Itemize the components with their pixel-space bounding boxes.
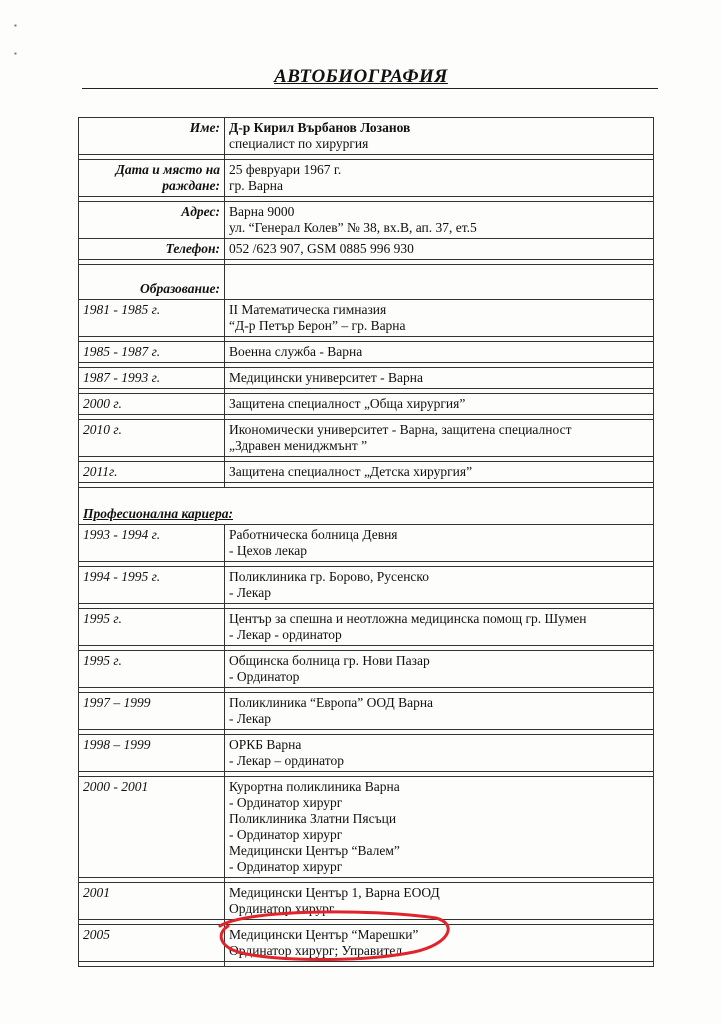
education-description [225, 394, 654, 415]
education-year: 1981 - 1985 г. [79, 300, 225, 337]
birth-cell [225, 160, 654, 197]
education-year: 1985 - 1987 г. [79, 342, 225, 363]
education-description [225, 342, 654, 363]
education-label: Образование: [79, 265, 225, 300]
education-row [79, 462, 654, 483]
career-year: 1994 - 1995 г. [79, 567, 225, 604]
education-line: Военна служба - Варна [229, 344, 363, 359]
address-line-1: Варна 9000 [229, 204, 295, 219]
career-row [79, 651, 654, 688]
name-cell [225, 118, 654, 155]
career-line: - Лекар – ординатор [229, 753, 345, 768]
education-year: 2000 г. [79, 394, 225, 415]
career-row [79, 693, 654, 730]
education-description [225, 420, 654, 457]
career-description [225, 693, 654, 730]
career-line: - Ординатор хирург [229, 827, 343, 842]
career-year: 1998 – 1999 [79, 735, 225, 772]
education-description [225, 462, 654, 483]
career-year: 2005 [79, 925, 225, 962]
margin-marks: ▪ ▪ [14, 21, 17, 58]
career-description [225, 735, 654, 772]
education-row [79, 394, 654, 415]
career-line: - Лекар [229, 711, 272, 726]
career-line: - Ординатор хирург [229, 795, 343, 810]
career-list [79, 525, 654, 967]
career-line: Поликлиника Златни Пясъци [229, 811, 397, 826]
phone-label: Телефон: [79, 239, 225, 260]
education-year: 2011г. [79, 462, 225, 483]
career-row [79, 525, 654, 562]
name-label: Име: [79, 118, 225, 155]
career-label: Професионална кариера: [83, 506, 234, 521]
name-row [79, 118, 654, 155]
career-line: Медицински Център “Марешки” [229, 927, 419, 942]
career-line: Ординатор хирург; Управител [229, 943, 403, 958]
career-line: Център за спешна и неотложна медицинска помощ гр. Шумен [229, 611, 587, 626]
education-row [79, 368, 654, 389]
career-description [225, 567, 654, 604]
education-line: Защитена специалност „Обща хирургия” [229, 396, 466, 411]
education-row [79, 300, 654, 337]
birth-label-line-1: Дата и място на [115, 162, 220, 177]
education-line: Защитена специалност „Детска хирургия” [229, 464, 473, 479]
person-specialty: специалист по хирургия [229, 136, 369, 151]
career-row [79, 609, 654, 646]
education-line: II Математическа гимназия [229, 302, 387, 317]
career-row [79, 777, 654, 878]
career-year: 1997 – 1999 [79, 693, 225, 730]
career-line: - Лекар - ординатор [229, 627, 342, 642]
birth-date: 25 февруари 1967 г. [229, 162, 342, 177]
page-title: АВТОБИОГРАФИЯ [274, 66, 448, 87]
career-year: 1995 г. [79, 609, 225, 646]
education-header-row [79, 265, 654, 300]
career-description [225, 777, 654, 878]
career-line: Работническа болница Девня [229, 527, 398, 542]
birth-place: гр. Варна [229, 178, 283, 193]
education-year: 1987 - 1993 г. [79, 368, 225, 389]
career-line: - Лекар [229, 585, 272, 600]
career-line: - Ординатор хирург [229, 859, 343, 874]
career-row [79, 567, 654, 604]
career-line: ОРКБ Варна [229, 737, 302, 752]
career-line: - Цехов лекар [229, 543, 307, 558]
career-year: 1993 - 1994 г. [79, 525, 225, 562]
career-header-row [79, 488, 654, 525]
birth-label-line-2: раждане: [162, 178, 220, 193]
career-row [79, 735, 654, 772]
education-line: “Д-р Петър Берон” – гр. Варна [229, 318, 406, 333]
education-row [79, 342, 654, 363]
phone-value: 052 /623 907, GSM 0885 996 930 [225, 239, 654, 260]
career-line: Курортна поликлиника Варна [229, 779, 400, 794]
education-line: Икономически университет - Варна, защитена специалност [229, 422, 572, 437]
career-year: 2001 [79, 883, 225, 920]
career-line: Общинска болница гр. Нови Пазар [229, 653, 430, 668]
education-row [79, 420, 654, 457]
career-line: Медицински Център 1, Варна ЕООД [229, 885, 440, 900]
phone-row [79, 239, 654, 260]
education-description [225, 300, 654, 337]
education-year: 2010 г. [79, 420, 225, 457]
address-line-2: ул. “Генерал Колев” № 38, вх.В, ап. 37, ет.5 [229, 220, 477, 235]
birth-label [79, 160, 225, 197]
career-line: Медицински Център “Валем” [229, 843, 400, 858]
career-line: Поликлиника гр. Борово, Русенско [229, 569, 430, 584]
education-line: Медицински университет - Варна [229, 370, 424, 385]
career-line: Поликлиника “Европа” ООД Варна [229, 695, 434, 710]
address-row [79, 202, 654, 239]
career-year: 1995 г. [79, 651, 225, 688]
address-label: Адрес: [79, 202, 225, 239]
title-rule [82, 88, 658, 89]
education-list [79, 300, 654, 488]
person-name: Д-р Кирил Върбанов Лозанов [229, 120, 411, 135]
career-description [225, 883, 654, 920]
career-description [225, 525, 654, 562]
career-year: 2000 - 2001 [79, 777, 225, 878]
career-description [225, 609, 654, 646]
address-cell [225, 202, 654, 239]
education-description [225, 368, 654, 389]
career-row [79, 883, 654, 920]
birth-row [79, 160, 654, 197]
career-line: Ординатор хирург [229, 901, 335, 916]
career-row [79, 925, 654, 962]
career-line: - Ординатор [229, 669, 300, 684]
autobiography-table [78, 117, 654, 967]
career-description [225, 925, 654, 962]
education-line: „Здравен мениджмънт ” [229, 438, 368, 453]
career-description [225, 651, 654, 688]
